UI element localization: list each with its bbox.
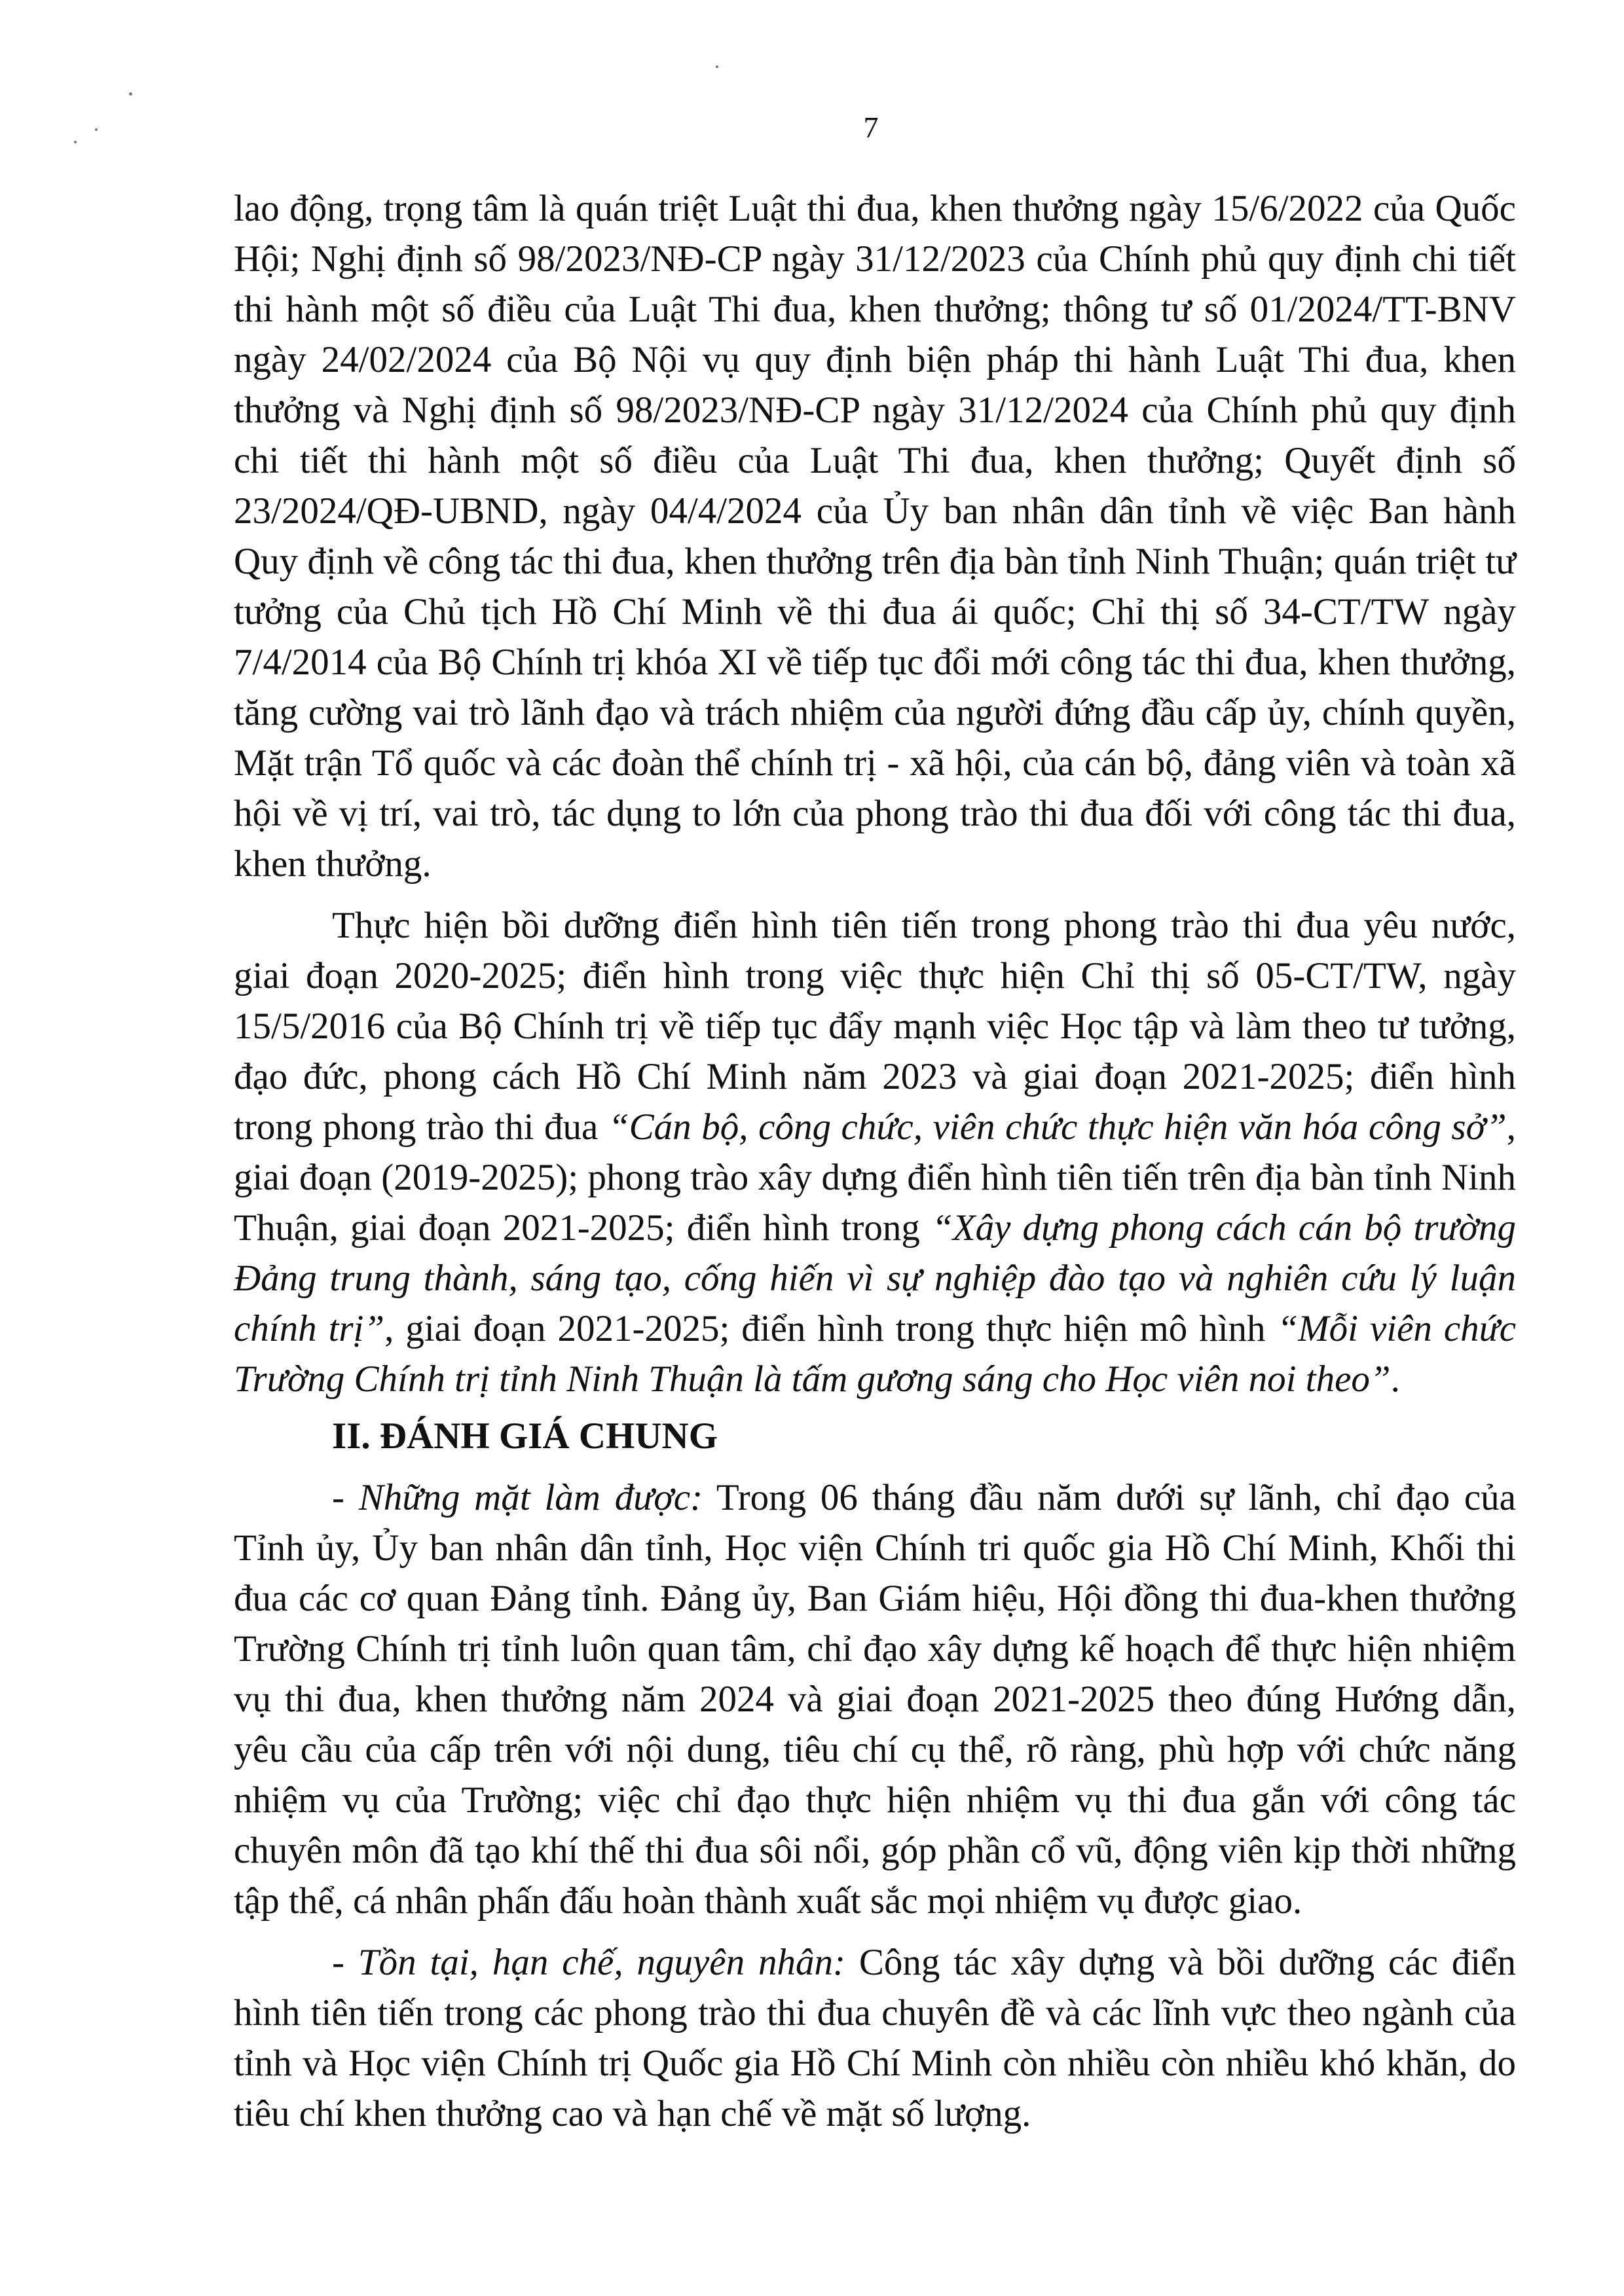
italic-quote: “Cán bộ, công chức, viên chức thực hiện văn hóa công sở” xyxy=(608,1106,1507,1148)
italic-quote: “Xây dựng phong cách cán bộ trường Đảng trung thành, sáng tạo, cống hiến vì sự nghiệp đào tạo và nghiên cứu lý luận chính trị” xyxy=(234,1207,1516,1349)
italic-quote: “Mỗi viên chức Trường Chính trị tỉnh Ninh Thuận là tấm gương sáng cho Học viên noi theo” xyxy=(234,1308,1517,1400)
paragraph-legal-basis: lao động, trọng tâm là quán triệt Luật thi đua, khen thưởng ngày 15/6/2022 của Quốc Hội; Nghị định số 98/2023/NĐ-CP ngày 31/12/2023 của Chính phủ quy định chi tiết thi hành một số điều của Luật Thi đua, khen thưởng; thông tư số 01/2024/TT-BNV ngày 24/02/2024 của Bộ Nội vụ quy định biện pháp thi hành Luật Thi đua, khen thưởng và Nghị định số 98/2023/NĐ-CP ngày 31/12/2024 của Chính phủ quy định chi tiết thi hành một số điều của Luật Thi đua, khen thưởng; Quyết định số 23/2024/QĐ-UBND, ngày 04/4/2024 của Ủy ban nhân dân tỉnh về việc Ban hành Quy định về công tác thi đua, khen thưởng trên địa bàn tỉnh Ninh Thuận; quán triệt tư tưởng của Chủ tịch Hồ Chí Minh về thi đua ái quốc; Chỉ thị số 34-CT/TW ngày 7/4/2014 của Bộ Chính trị khóa XI về tiếp tục đổi mới công tác thi đua, khen thưởng, tăng cường vai trò lãnh đạo và trách nhiệm của người đứng đầu cấp ủy, chính quyền, Mặt trận Tổ quốc và các đoàn thể chính trị - xã hội, của cán bộ, đảng viên và toàn xã hội về vị trí, vai trò, tác dụng to lớn của phong trào thi đua đối với công tác thi đua, khen thưởng. xyxy=(234,188,1516,884)
scan-speck xyxy=(74,141,77,143)
scan-speck xyxy=(716,65,718,68)
text-segment: , giai đoạn (2019-2025); phong trào xây dựng điển hình tiên tiến trên địa bàn tỉnh Ninh Thuận, giai đoạn 2021-2025; điển hình trong xyxy=(234,1106,1516,1248)
paragraph-label: - Tồn tại, hạn chế, nguyên nhân: xyxy=(332,1942,845,1983)
paragraph-exemplary-models xyxy=(234,900,1516,1404)
text-segment: Thực hiện bồi dưỡng điển hình tiên tiến trong phong trào thi đua yêu nước, giai đoạn 2020-2025; điển hình trong việc thực hiện Chỉ thị số 05-CT/TW, ngày 15/5/2016 của Bộ Chính trị về tiếp tục đẩy mạnh việc Học tập và làm theo tư tưởng, đạo đức, phong cách Hồ Chí Minh năm 2023 và giai đoạn 2021-2025; điển hình trong phong trào thi đua xyxy=(234,905,1516,1148)
paragraph-text: Công tác xây dựng và bồi dưỡng các điển hình tiên tiến trong các phong trào thi đua chuyên đề và các lĩnh vực theo ngành của tỉnh và Học viện Chính trị Quốc gia Hồ Chí Minh còn nhiều còn nhiều khó khăn, do tiêu chí khen thưởng cao và hạn chế về mặt số lượng. xyxy=(234,1942,1516,2134)
text-segment: , giai đoạn 2021-2025; điển hình trong thực hiện mô hình xyxy=(384,1308,1278,1349)
text-segment: . xyxy=(1390,1358,1400,1400)
paragraph-text: Trong 06 tháng đầu năm dưới sự lãnh, chỉ đạo của Tỉnh ủy, Ủy ban nhân dân tỉnh, Học viện Chính tri quốc gia Hồ Chí Minh, Khối thi đua các cơ quan Đảng tỉnh. Đảng ủy, Ban Giám hiệu, Hội đồng thi đua-khen thưởng Trường Chính trị tỉnh luôn quan tâm, chỉ đạo xây dựng kế hoạch để thực hiện nhiệm vụ thi đua, khen thưởng năm 2024 và giai đoạn 2021-2025 theo đúng Hướng dẫn, yêu cầu của cấp trên với nội dung, tiêu chí cụ thể, rõ ràng, phù hợp với chức năng nhiệm vụ của Trường; việc chỉ đạo thực hiện nhiệm vụ thi đua gắn với công tác chuyên môn đã tạo khí thế thi đua sôi nổi, góp phần cổ vũ, động viên kịp thời những tập thể, cá nhân phấn đấu hoàn thành xuất sắc mọi nhiệm vụ được giao. xyxy=(234,1477,1516,1922)
document-body xyxy=(234,183,1516,2139)
scan-speck xyxy=(95,128,98,131)
scan-speck xyxy=(129,92,132,96)
section-heading: II. ĐÁNH GIÁ CHUNG xyxy=(332,1415,718,1457)
page-number: 7 xyxy=(863,111,879,144)
paragraph-achievements xyxy=(234,1472,1516,1926)
paragraph-limitations xyxy=(234,1937,1516,2139)
paragraph-label: - Những mặt làm được: xyxy=(332,1477,703,1518)
